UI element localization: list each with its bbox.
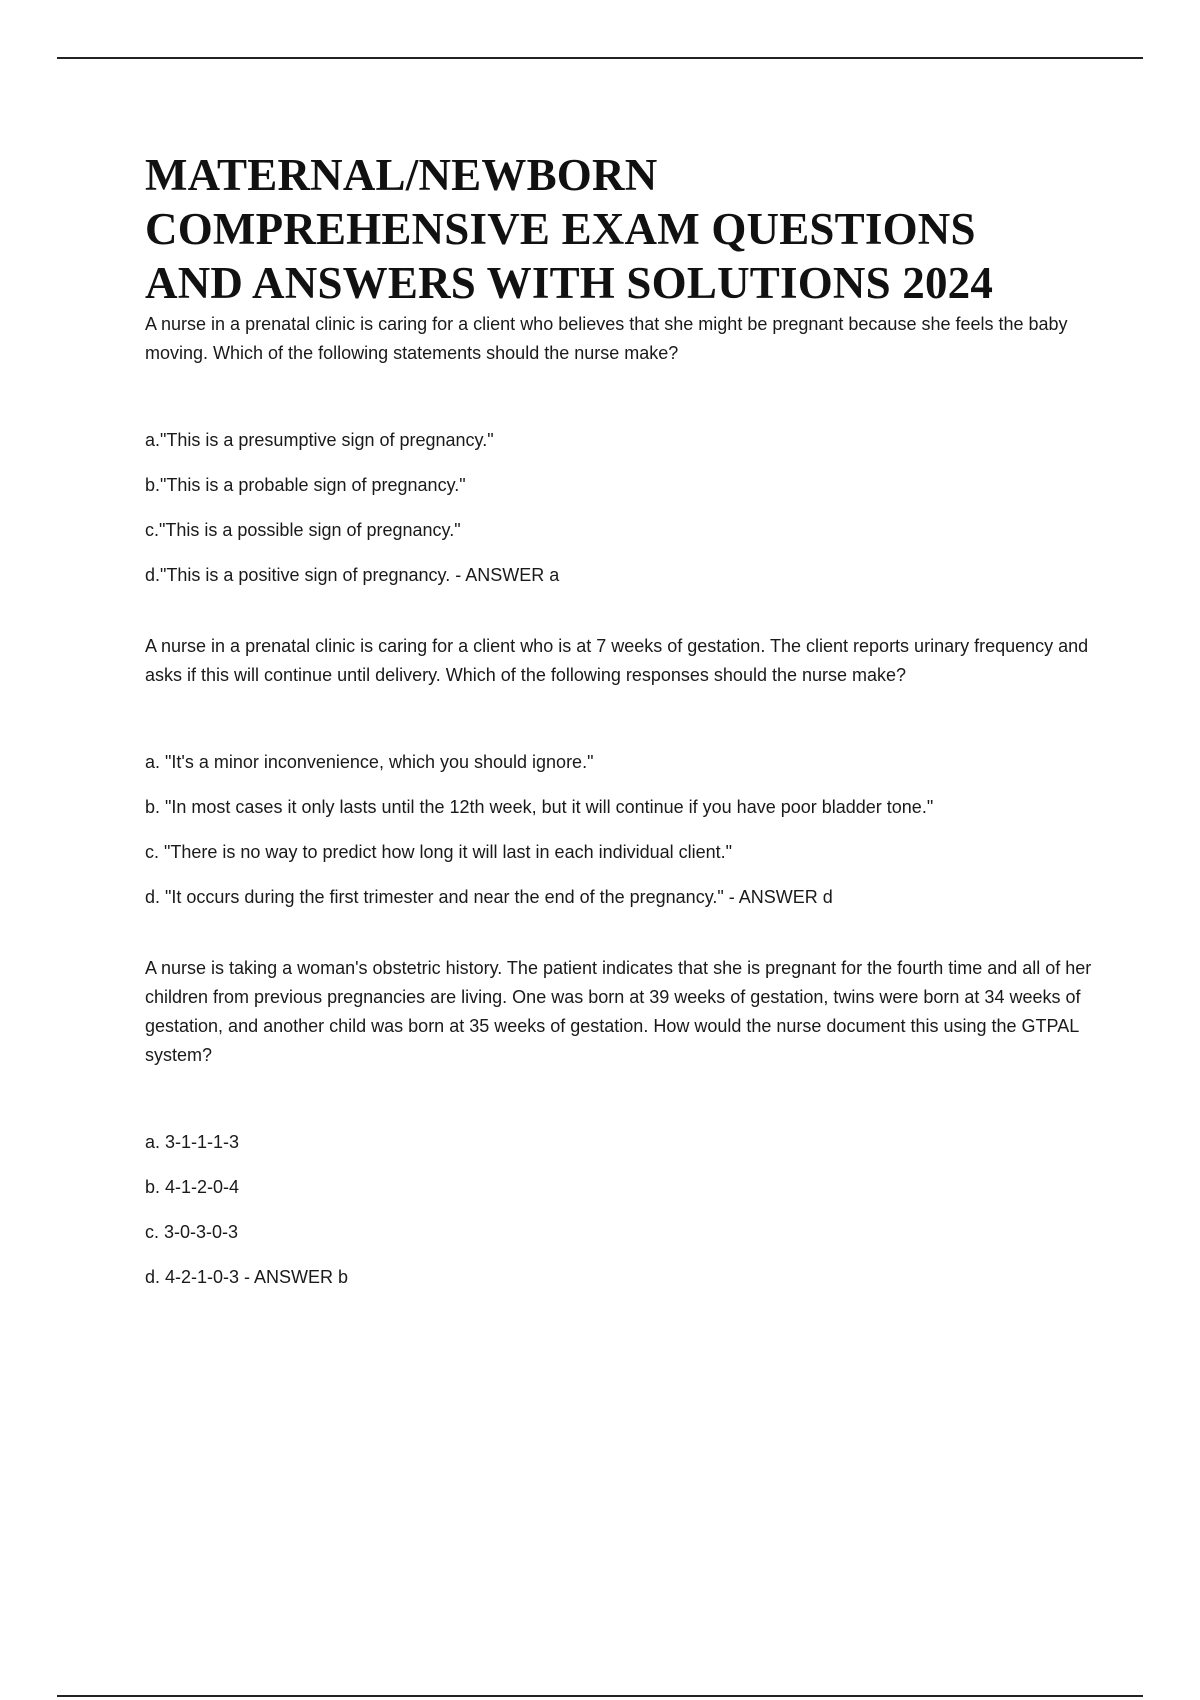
question-2-options bbox=[145, 748, 1105, 912]
question-1-option-d: d."This is a positive sign of pregnancy. - ANSWER a bbox=[145, 565, 560, 585]
question-2-option-d: d. "It occurs during the first trimester and near the end of the pregnancy." - ANSWER d bbox=[145, 887, 833, 907]
question-1-options bbox=[145, 426, 1105, 590]
page-content bbox=[145, 148, 1105, 1308]
document-title bbox=[145, 148, 1105, 310]
question-block-2 bbox=[145, 632, 1105, 912]
title-line-1: MATERNAL/NEWBORN bbox=[145, 150, 658, 200]
question-block-3 bbox=[145, 954, 1105, 1292]
question-1-option-b: b."This is a probable sign of pregnancy." bbox=[145, 475, 466, 495]
question-2-text: A nurse in a prenatal clinic is caring for a client who is at 7 weeks of gestation. The client reports urinary frequency and asks if this will continue until delivery. Which of the following responses should the nurse make? bbox=[145, 636, 1089, 685]
question-3-option-d: d. 4-2-1-0-3 - ANSWER b bbox=[145, 1267, 349, 1287]
question-3-option-b: b. 4-1-2-0-4 bbox=[145, 1177, 240, 1197]
question-2-option-c: c. "There is no way to predict how long it will last in each individual client." bbox=[145, 842, 733, 862]
question-3-options bbox=[145, 1128, 1105, 1292]
question-3-text: A nurse is taking a woman's obstetric history. The patient indicates that she is pregnant for the fourth time and all of her children from previous pregnancies are living. One was born at 39 weeks of gestation, twins were born at 34 weeks of gestation, and another child was born at 35 weeks of gestation. How would the nurse document this using the GTPAL system? bbox=[145, 958, 1092, 1065]
question-2-option-a: a. "It's a minor inconvenience, which you should ignore." bbox=[145, 752, 594, 772]
question-block-1 bbox=[145, 310, 1105, 590]
question-3-option-c: c. 3-0-3-0-3 bbox=[145, 1222, 239, 1242]
title-line-3: AND ANSWERS WITH SOLUTIONS 2024 bbox=[145, 258, 994, 308]
question-1-option-c: c."This is a possible sign of pregnancy." bbox=[145, 520, 461, 540]
question-2-option-b: b. "In most cases it only lasts until the 12th week, but it will continue if you have poor bladder tone." bbox=[145, 797, 934, 817]
title-line-2: COMPREHENSIVE EXAM QUESTIONS bbox=[145, 204, 976, 254]
question-3-option-a: a. 3-1-1-1-3 bbox=[145, 1132, 240, 1152]
top-rule bbox=[57, 57, 1143, 59]
question-1-text: A nurse in a prenatal clinic is caring for a client who believes that she might be pregnant because she feels the baby moving. Which of the following statements should the nurse make? bbox=[145, 314, 1068, 363]
bottom-rule bbox=[57, 1695, 1143, 1697]
question-1-option-a: a."This is a presumptive sign of pregnancy." bbox=[145, 430, 494, 450]
